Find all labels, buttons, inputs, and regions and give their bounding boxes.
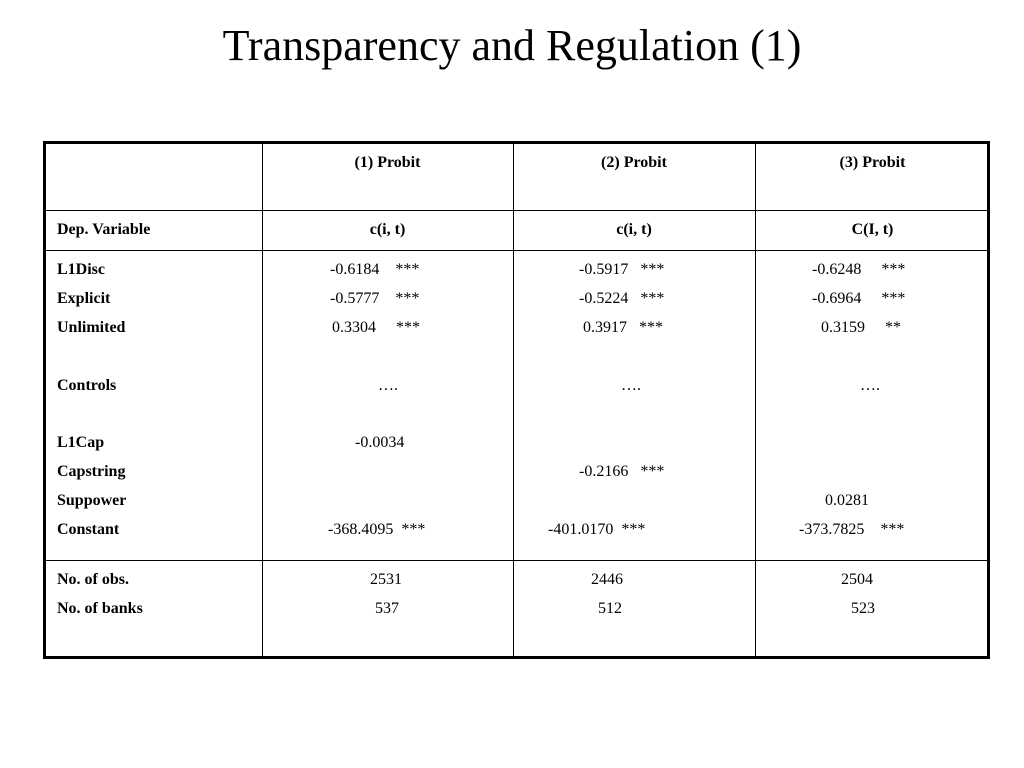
row-label-obs: No. of obs. [57,571,130,588]
coef-controls-1: …. [378,377,398,394]
obs-3: 2504 [841,571,873,588]
row-label-capstring: Capstring [57,463,126,480]
dep-variable-1: c(i, t) [369,221,406,238]
row-label-l1cap: L1Cap [57,434,105,451]
coef-l1cap-1: -0.0034 [355,434,405,451]
coef-l1disc-1: -0.6184 *** [330,261,420,278]
coef-capstring-2: -0.2166 *** [579,463,665,480]
row-divider [46,250,987,251]
coef-l1disc-2: -0.5917 *** [579,261,665,278]
row-divider [46,560,987,561]
column-header-2: (2) Probit [601,154,667,171]
row-label-controls: Controls [57,377,117,394]
banks-1: 537 [375,600,399,617]
row-label-banks: No. of banks [57,600,143,617]
coef-constant-1: -368.4095 *** [328,521,426,538]
slide-title: Transparency and Regulation (1) [222,21,802,70]
coef-unlimited-3: 0.3159 ** [821,319,901,336]
coef-constant-2: -401.0170 *** [548,521,646,538]
banks-2: 512 [598,600,622,617]
coef-l1disc-3: -0.6248 *** [812,261,906,278]
coef-controls-3: …. [860,377,880,394]
coef-controls-2: …. [621,377,641,394]
row-label-l1disc: L1Disc [57,261,105,278]
coef-unlimited-1: 0.3304 *** [332,319,420,336]
coef-explicit-3: -0.6964 *** [812,290,906,307]
column-header-1: (1) Probit [354,154,421,171]
regression-results-table [43,141,990,659]
row-divider [46,210,987,211]
banks-3: 523 [851,600,875,617]
row-label-unlimited: Unlimited [57,319,126,336]
coef-unlimited-2: 0.3917 *** [583,319,663,336]
dep-variable-label: Dep. Variable [57,221,151,238]
coef-explicit-2: -0.5224 *** [579,290,665,307]
coef-constant-3: -373.7825 *** [799,521,905,538]
dep-variable-2: c(i, t) [616,221,652,238]
dep-variable-3: C(I, t) [851,221,894,238]
row-label-constant: Constant [57,521,120,538]
column-header-3: (3) Probit [839,154,906,171]
row-label-explicit: Explicit [57,290,111,307]
obs-2: 2446 [591,571,623,588]
row-label-suppower: Suppower [57,492,127,509]
obs-1: 2531 [370,571,402,588]
coef-explicit-1: -0.5777 *** [330,290,420,307]
coef-suppower-3: 0.0281 [825,492,869,509]
